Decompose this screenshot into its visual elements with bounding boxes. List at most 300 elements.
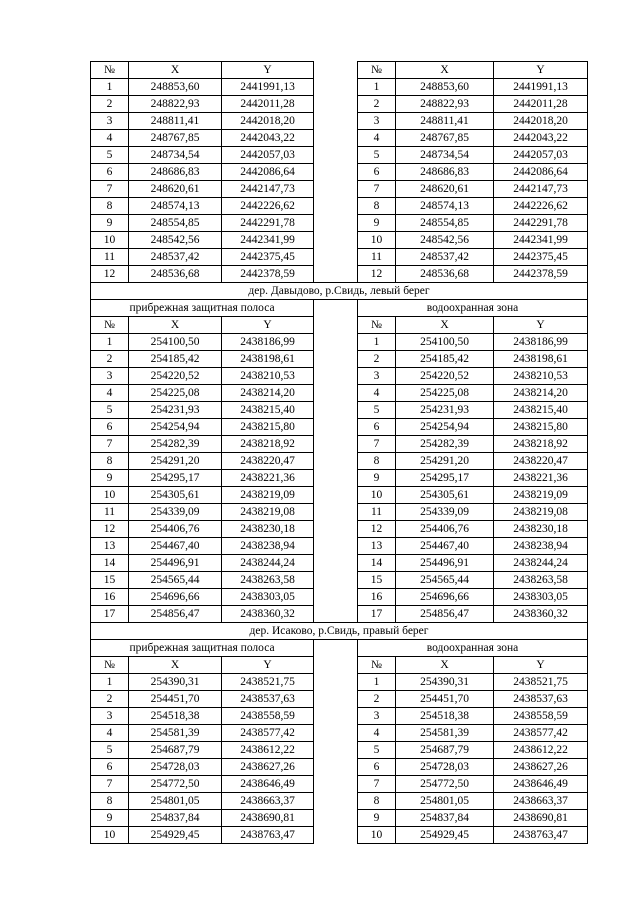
water-protection-zone-label: водоохранная зона xyxy=(358,640,588,657)
point-number-cell: 1 xyxy=(91,334,129,351)
column-gap xyxy=(314,181,358,198)
table-header-row xyxy=(91,317,588,334)
point-number-cell: 9 xyxy=(91,215,129,232)
column-gap xyxy=(314,96,358,113)
table-row xyxy=(91,215,588,232)
table-row xyxy=(91,810,588,827)
y-coordinate-cell: 2442147,73 xyxy=(494,181,588,198)
x-coordinate-cell: 254565,44 xyxy=(396,572,494,589)
point-number-cell: 3 xyxy=(358,113,396,130)
y-coordinate-cell: 2438303,05 xyxy=(222,589,314,606)
x-coordinate-cell: 248853,60 xyxy=(396,79,494,96)
y-coordinate-cell: 2442226,62 xyxy=(222,198,314,215)
x-column-header: X xyxy=(129,317,222,334)
table-row xyxy=(91,555,588,572)
point-number-cell: 8 xyxy=(91,793,129,810)
x-coordinate-cell: 254406,76 xyxy=(396,521,494,538)
y-coordinate-cell: 2438210,53 xyxy=(494,368,588,385)
x-coordinate-cell: 248620,61 xyxy=(396,181,494,198)
y-coordinate-cell: 2438219,09 xyxy=(222,487,314,504)
point-number-cell: 8 xyxy=(358,793,396,810)
x-coordinate-cell: 254220,52 xyxy=(129,368,222,385)
x-column-header: X xyxy=(129,62,222,79)
column-gap xyxy=(314,793,358,810)
zone-label-row xyxy=(91,300,588,317)
table-row xyxy=(91,334,588,351)
point-number-cell: 3 xyxy=(91,113,129,130)
point-number-cell: 11 xyxy=(358,249,396,266)
y-column-header: Y xyxy=(222,657,314,674)
point-number-cell: 11 xyxy=(358,504,396,521)
y-coordinate-cell: 2438521,75 xyxy=(222,674,314,691)
point-number-cell: 16 xyxy=(91,589,129,606)
column-gap xyxy=(314,436,358,453)
y-coordinate-cell: 2442043,22 xyxy=(494,130,588,147)
section-title: дер. Давыдово, р.Свидь, левый берег xyxy=(91,283,588,300)
x-coordinate-cell: 254291,20 xyxy=(129,453,222,470)
x-coordinate-cell: 254225,08 xyxy=(396,385,494,402)
column-gap xyxy=(314,130,358,147)
table-row xyxy=(91,130,588,147)
y-coordinate-cell: 2438646,49 xyxy=(494,776,588,793)
point-number-cell: 2 xyxy=(91,96,129,113)
y-coordinate-cell: 2442011,28 xyxy=(494,96,588,113)
x-coordinate-cell: 248734,54 xyxy=(129,147,222,164)
point-number-cell: 13 xyxy=(358,538,396,555)
point-number-cell: 9 xyxy=(91,470,129,487)
x-coordinate-cell: 254339,09 xyxy=(396,504,494,521)
y-column-header: Y xyxy=(222,317,314,334)
y-coordinate-cell: 2438186,99 xyxy=(222,334,314,351)
column-gap xyxy=(314,538,358,555)
point-number-cell: 3 xyxy=(358,708,396,725)
y-coordinate-cell: 2442341,99 xyxy=(222,232,314,249)
column-gap xyxy=(314,419,358,436)
x-coordinate-cell: 254467,40 xyxy=(396,538,494,555)
point-number-cell: 10 xyxy=(358,232,396,249)
x-coordinate-cell: 248574,13 xyxy=(129,198,222,215)
table-row xyxy=(91,79,588,96)
table-row xyxy=(91,674,588,691)
point-number-cell: 2 xyxy=(358,96,396,113)
x-column-header: X xyxy=(396,317,494,334)
table-row xyxy=(91,691,588,708)
table-row xyxy=(91,606,588,623)
x-coordinate-cell: 254282,39 xyxy=(396,436,494,453)
point-number-cell: 1 xyxy=(358,674,396,691)
x-coordinate-cell: 254518,38 xyxy=(129,708,222,725)
y-coordinate-cell: 2438220,47 xyxy=(222,453,314,470)
point-number-cell: 6 xyxy=(358,759,396,776)
point-number-cell: 17 xyxy=(358,606,396,623)
x-coordinate-cell: 254687,79 xyxy=(129,742,222,759)
point-number-cell: 11 xyxy=(91,504,129,521)
column-gap xyxy=(314,759,358,776)
table-row xyxy=(91,351,588,368)
table-row xyxy=(91,504,588,521)
column-gap xyxy=(314,402,358,419)
table-row xyxy=(91,385,588,402)
point-number-cell: 4 xyxy=(358,385,396,402)
point-number-cell: 7 xyxy=(358,436,396,453)
column-gap xyxy=(314,827,358,844)
point-number-cell: 5 xyxy=(91,742,129,759)
column-gap xyxy=(314,572,358,589)
x-coordinate-cell: 254282,39 xyxy=(129,436,222,453)
point-number-cell: 8 xyxy=(358,198,396,215)
y-coordinate-cell: 2442375,45 xyxy=(494,249,588,266)
y-coordinate-cell: 2438238,94 xyxy=(222,538,314,555)
y-coordinate-cell: 2438663,37 xyxy=(222,793,314,810)
column-gap xyxy=(314,640,358,657)
x-coordinate-cell: 254295,17 xyxy=(396,470,494,487)
y-coordinate-cell: 2442341,99 xyxy=(494,232,588,249)
column-gap xyxy=(314,79,358,96)
y-coordinate-cell: 2438360,32 xyxy=(222,606,314,623)
point-number-cell: 6 xyxy=(358,164,396,181)
point-number-cell: 6 xyxy=(91,164,129,181)
y-column-header: Y xyxy=(222,62,314,79)
point-number-cell: 16 xyxy=(358,589,396,606)
section-title: дер. Исаково, р.Свидь, правый берег xyxy=(91,623,588,640)
point-number-cell: 12 xyxy=(91,266,129,283)
x-coordinate-cell: 248554,85 xyxy=(129,215,222,232)
x-coordinate-cell: 248767,85 xyxy=(396,130,494,147)
point-number-cell: 7 xyxy=(358,776,396,793)
y-coordinate-cell: 2442011,28 xyxy=(222,96,314,113)
column-gap xyxy=(314,504,358,521)
y-coordinate-cell: 2438627,26 xyxy=(494,759,588,776)
column-gap xyxy=(314,385,358,402)
column-gap xyxy=(314,164,358,181)
x-coordinate-cell: 254856,47 xyxy=(129,606,222,623)
point-number-cell: 15 xyxy=(91,572,129,589)
x-coordinate-cell: 254837,84 xyxy=(396,810,494,827)
x-coordinate-cell: 254185,42 xyxy=(129,351,222,368)
point-number-cell: 8 xyxy=(358,453,396,470)
point-number-cell: 4 xyxy=(358,725,396,742)
y-coordinate-cell: 2438218,92 xyxy=(494,436,588,453)
table-row xyxy=(91,419,588,436)
y-coordinate-cell: 2441991,13 xyxy=(222,79,314,96)
column-gap xyxy=(314,521,358,538)
x-coordinate-cell: 254696,66 xyxy=(129,589,222,606)
zone-label-row xyxy=(91,640,588,657)
column-gap xyxy=(314,810,358,827)
section-title-row xyxy=(91,623,588,640)
y-coordinate-cell: 2438218,92 xyxy=(222,436,314,453)
x-coordinate-cell: 254225,08 xyxy=(129,385,222,402)
x-coordinate-cell: 248574,13 xyxy=(396,198,494,215)
y-coordinate-cell: 2438219,09 xyxy=(494,487,588,504)
x-coordinate-cell: 254231,93 xyxy=(396,402,494,419)
x-coordinate-cell: 254100,50 xyxy=(396,334,494,351)
y-coordinate-cell: 2438215,80 xyxy=(222,419,314,436)
table-row xyxy=(91,402,588,419)
x-coordinate-cell: 254687,79 xyxy=(396,742,494,759)
x-coordinate-cell: 254305,61 xyxy=(129,487,222,504)
y-coordinate-cell: 2438215,40 xyxy=(494,402,588,419)
coordinates-table xyxy=(90,61,588,844)
column-gap xyxy=(314,232,358,249)
x-coordinate-cell: 254467,40 xyxy=(129,538,222,555)
column-gap xyxy=(314,113,358,130)
table-row xyxy=(91,572,588,589)
x-coordinate-cell: 254518,38 xyxy=(396,708,494,725)
x-coordinate-cell: 254772,50 xyxy=(396,776,494,793)
x-coordinate-cell: 254295,17 xyxy=(129,470,222,487)
x-coordinate-cell: 254406,76 xyxy=(129,521,222,538)
x-coordinate-cell: 248686,83 xyxy=(396,164,494,181)
column-gap xyxy=(314,555,358,572)
column-gap xyxy=(314,300,358,317)
x-coordinate-cell: 254185,42 xyxy=(396,351,494,368)
x-coordinate-cell: 254100,50 xyxy=(129,334,222,351)
y-coordinate-cell: 2438238,94 xyxy=(494,538,588,555)
point-number-cell: 4 xyxy=(91,385,129,402)
column-gap xyxy=(314,453,358,470)
y-coordinate-cell: 2442378,59 xyxy=(494,266,588,283)
point-number-cell: 8 xyxy=(91,198,129,215)
x-coordinate-cell: 254837,84 xyxy=(129,810,222,827)
y-coordinate-cell: 2442018,20 xyxy=(222,113,314,130)
x-coordinate-cell: 248554,85 xyxy=(396,215,494,232)
x-coordinate-cell: 254856,47 xyxy=(396,606,494,623)
y-coordinate-cell: 2442378,59 xyxy=(222,266,314,283)
number-column-header: № xyxy=(358,317,396,334)
y-coordinate-cell: 2438221,36 xyxy=(494,470,588,487)
y-coordinate-cell: 2438360,32 xyxy=(494,606,588,623)
coastal-protective-strip-label: прибрежная защитная полоса xyxy=(91,300,314,317)
column-gap xyxy=(314,487,358,504)
point-number-cell: 10 xyxy=(91,487,129,504)
column-gap xyxy=(314,708,358,725)
x-coordinate-cell: 254254,94 xyxy=(396,419,494,436)
point-number-cell: 4 xyxy=(358,130,396,147)
point-number-cell: 8 xyxy=(91,453,129,470)
number-column-header: № xyxy=(358,657,396,674)
point-number-cell: 10 xyxy=(91,827,129,844)
number-column-header: № xyxy=(91,657,129,674)
x-coordinate-cell: 254231,93 xyxy=(129,402,222,419)
table-row xyxy=(91,368,588,385)
x-coordinate-cell: 248767,85 xyxy=(129,130,222,147)
column-gap xyxy=(314,470,358,487)
y-coordinate-cell: 2442086,64 xyxy=(494,164,588,181)
point-number-cell: 10 xyxy=(358,827,396,844)
table-row xyxy=(91,742,588,759)
point-number-cell: 7 xyxy=(91,436,129,453)
number-column-header: № xyxy=(358,62,396,79)
point-number-cell: 5 xyxy=(91,147,129,164)
x-coordinate-cell: 254565,44 xyxy=(129,572,222,589)
column-gap xyxy=(314,674,358,691)
y-column-header: Y xyxy=(494,317,588,334)
column-gap xyxy=(314,691,358,708)
y-coordinate-cell: 2438198,61 xyxy=(222,351,314,368)
y-coordinate-cell: 2438263,58 xyxy=(222,572,314,589)
y-coordinate-cell: 2438646,49 xyxy=(222,776,314,793)
x-coordinate-cell: 248537,42 xyxy=(129,249,222,266)
point-number-cell: 5 xyxy=(358,402,396,419)
y-coordinate-cell: 2438577,42 xyxy=(222,725,314,742)
y-coordinate-cell: 2438214,20 xyxy=(494,385,588,402)
point-number-cell: 1 xyxy=(358,79,396,96)
point-number-cell: 6 xyxy=(91,419,129,436)
x-coordinate-cell: 248686,83 xyxy=(129,164,222,181)
table-row xyxy=(91,487,588,504)
point-number-cell: 5 xyxy=(358,742,396,759)
point-number-cell: 1 xyxy=(91,674,129,691)
table-row xyxy=(91,827,588,844)
table-row xyxy=(91,521,588,538)
y-coordinate-cell: 2438263,58 xyxy=(494,572,588,589)
x-coordinate-cell: 248811,41 xyxy=(129,113,222,130)
x-column-header: X xyxy=(396,62,494,79)
point-number-cell: 3 xyxy=(91,708,129,725)
column-gap xyxy=(314,198,358,215)
x-coordinate-cell: 248537,42 xyxy=(396,249,494,266)
x-coordinate-cell: 254581,39 xyxy=(396,725,494,742)
coordinates-table-body xyxy=(91,62,588,844)
point-number-cell: 10 xyxy=(91,232,129,249)
point-number-cell: 5 xyxy=(358,147,396,164)
x-coordinate-cell: 254801,05 xyxy=(129,793,222,810)
coastal-protective-strip-label: прибрежная защитная полоса xyxy=(91,640,314,657)
column-gap xyxy=(314,215,358,232)
y-coordinate-cell: 2438230,18 xyxy=(494,521,588,538)
x-coordinate-cell: 254496,91 xyxy=(396,555,494,572)
water-protection-zone-label: водоохранная зона xyxy=(358,300,588,317)
x-coordinate-cell: 254728,03 xyxy=(396,759,494,776)
y-coordinate-cell: 2438186,99 xyxy=(494,334,588,351)
y-coordinate-cell: 2438690,81 xyxy=(222,810,314,827)
column-gap xyxy=(314,368,358,385)
number-column-header: № xyxy=(91,62,129,79)
point-number-cell: 17 xyxy=(91,606,129,623)
point-number-cell: 7 xyxy=(91,776,129,793)
column-gap xyxy=(314,606,358,623)
x-column-header: X xyxy=(396,657,494,674)
x-coordinate-cell: 254728,03 xyxy=(129,759,222,776)
point-number-cell: 14 xyxy=(91,555,129,572)
point-number-cell: 6 xyxy=(358,419,396,436)
y-coordinate-cell: 2438627,26 xyxy=(222,759,314,776)
x-coordinate-cell: 254339,09 xyxy=(129,504,222,521)
point-number-cell: 2 xyxy=(358,351,396,368)
point-number-cell: 5 xyxy=(91,402,129,419)
section-title-row xyxy=(91,283,588,300)
table-row xyxy=(91,164,588,181)
column-gap xyxy=(314,266,358,283)
point-number-cell: 9 xyxy=(358,470,396,487)
y-coordinate-cell: 2438612,22 xyxy=(494,742,588,759)
y-coordinate-cell: 2442057,03 xyxy=(494,147,588,164)
x-coordinate-cell: 248822,93 xyxy=(396,96,494,113)
column-gap xyxy=(314,725,358,742)
x-coordinate-cell: 254496,91 xyxy=(129,555,222,572)
y-coordinate-cell: 2438210,53 xyxy=(222,368,314,385)
y-coordinate-cell: 2438763,47 xyxy=(222,827,314,844)
point-number-cell: 12 xyxy=(358,521,396,538)
x-coordinate-cell: 254929,45 xyxy=(129,827,222,844)
column-gap xyxy=(314,776,358,793)
y-coordinate-cell: 2442086,64 xyxy=(222,164,314,181)
table-row xyxy=(91,266,588,283)
column-gap xyxy=(314,249,358,266)
table-header-row xyxy=(91,657,588,674)
table-row xyxy=(91,725,588,742)
column-gap xyxy=(314,351,358,368)
column-gap xyxy=(314,317,358,334)
x-coordinate-cell: 254451,70 xyxy=(129,691,222,708)
point-number-cell: 7 xyxy=(91,181,129,198)
point-number-cell: 9 xyxy=(358,215,396,232)
y-coordinate-cell: 2438303,05 xyxy=(494,589,588,606)
y-coordinate-cell: 2438215,80 xyxy=(494,419,588,436)
coordinates-document xyxy=(90,61,587,844)
point-number-cell: 1 xyxy=(91,79,129,96)
x-coordinate-cell: 254451,70 xyxy=(396,691,494,708)
point-number-cell: 6 xyxy=(91,759,129,776)
x-coordinate-cell: 254254,94 xyxy=(129,419,222,436)
table-row xyxy=(91,793,588,810)
column-gap xyxy=(314,147,358,164)
x-coordinate-cell: 248811,41 xyxy=(396,113,494,130)
table-row xyxy=(91,96,588,113)
point-number-cell: 13 xyxy=(91,538,129,555)
column-gap xyxy=(314,589,358,606)
table-row xyxy=(91,589,588,606)
x-coordinate-cell: 254929,45 xyxy=(396,827,494,844)
x-column-header: X xyxy=(129,657,222,674)
x-coordinate-cell: 248620,61 xyxy=(129,181,222,198)
point-number-cell: 15 xyxy=(358,572,396,589)
y-coordinate-cell: 2442291,78 xyxy=(494,215,588,232)
y-coordinate-cell: 2438219,08 xyxy=(494,504,588,521)
x-coordinate-cell: 254390,31 xyxy=(129,674,222,691)
y-coordinate-cell: 2438537,63 xyxy=(222,691,314,708)
column-gap xyxy=(314,334,358,351)
y-coordinate-cell: 2438221,36 xyxy=(222,470,314,487)
table-header-row xyxy=(91,62,588,79)
table-row xyxy=(91,147,588,164)
table-row xyxy=(91,538,588,555)
y-coordinate-cell: 2442375,45 xyxy=(222,249,314,266)
x-coordinate-cell: 254581,39 xyxy=(129,725,222,742)
point-number-cell: 9 xyxy=(358,810,396,827)
y-coordinate-cell: 2442057,03 xyxy=(222,147,314,164)
column-gap xyxy=(314,657,358,674)
y-coordinate-cell: 2438215,40 xyxy=(222,402,314,419)
y-coordinate-cell: 2442226,62 xyxy=(494,198,588,215)
point-number-cell: 4 xyxy=(91,725,129,742)
y-coordinate-cell: 2438690,81 xyxy=(494,810,588,827)
y-coordinate-cell: 2442291,78 xyxy=(222,215,314,232)
table-row xyxy=(91,708,588,725)
x-coordinate-cell: 254220,52 xyxy=(396,368,494,385)
y-coordinate-cell: 2441991,13 xyxy=(494,79,588,96)
x-coordinate-cell: 248853,60 xyxy=(129,79,222,96)
table-row xyxy=(91,113,588,130)
x-coordinate-cell: 248542,56 xyxy=(129,232,222,249)
table-row xyxy=(91,181,588,198)
column-gap xyxy=(314,62,358,79)
table-row xyxy=(91,453,588,470)
x-coordinate-cell: 248734,54 xyxy=(396,147,494,164)
y-coordinate-cell: 2438219,08 xyxy=(222,504,314,521)
table-row xyxy=(91,198,588,215)
